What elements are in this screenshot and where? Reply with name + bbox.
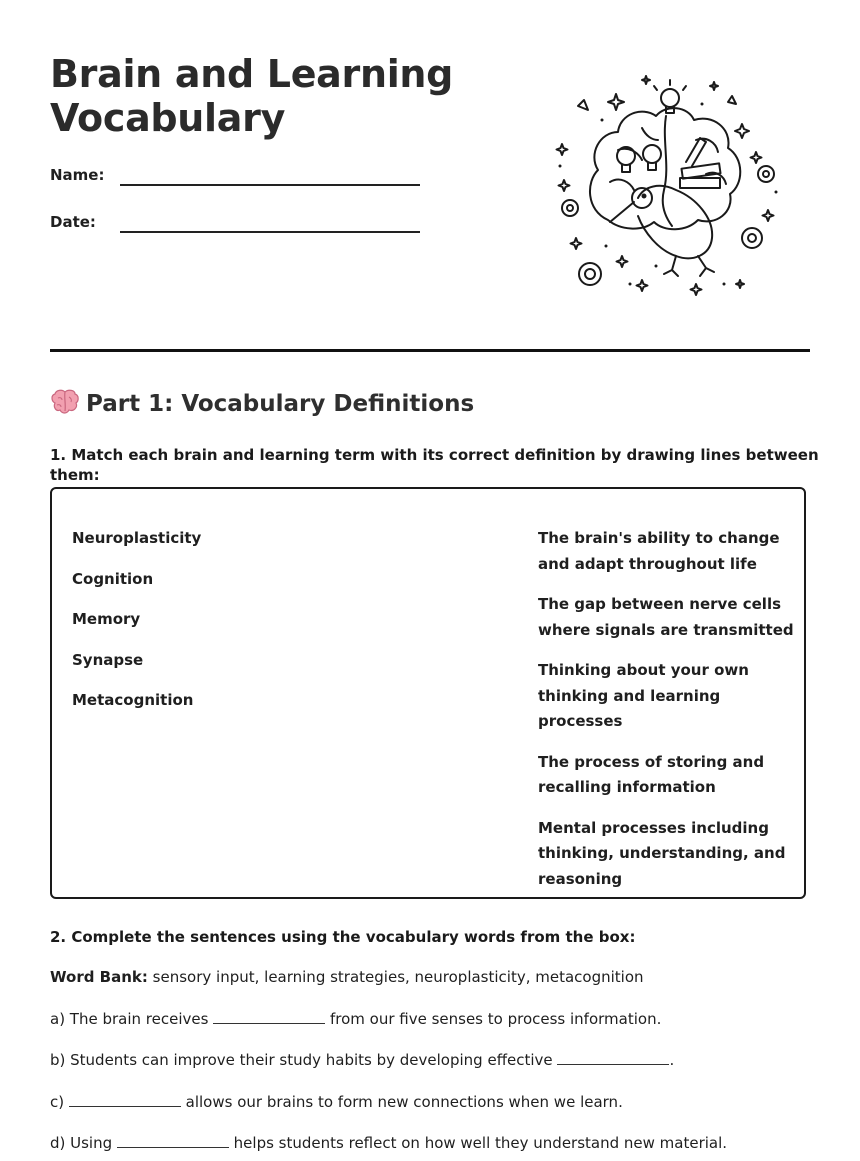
definition-item: Thinking about your own thinking and learning processes <box>538 661 749 730</box>
sentence-text: helps students reflect on how well they understand new material. <box>228 1134 728 1152</box>
name-line[interactable] <box>120 184 420 186</box>
term-item: Synapse <box>72 650 144 669</box>
sentence-text: b) Students can improve their study habits by developing effective <box>50 1051 558 1069</box>
question-2-text: 2. Complete the sentences using the vocabulary words from the box: <box>50 928 636 946</box>
sentence-b <box>50 1050 674 1070</box>
name-field <box>50 166 420 190</box>
term-item: Memory <box>72 610 141 628</box>
term-item: Cognition <box>72 569 154 588</box>
definition-item: Mental processes including thinking, understanding, and reasoning <box>538 818 786 888</box>
sentence-text: from our five senses to process information. <box>325 1010 662 1028</box>
date-field <box>50 213 420 237</box>
term-item: Neuroplasticity <box>72 529 202 547</box>
part1-heading <box>50 388 474 420</box>
matching-box <box>50 487 806 899</box>
worksheet-title: Brain and Learning Vocabulary <box>50 52 454 140</box>
sentence-text: d) Using <box>50 1134 117 1152</box>
sentence-a <box>50 1009 661 1029</box>
question-1-text: 1. Match each brain and learning term with its correct definition by drawing lines between them: <box>50 446 819 484</box>
header-divider <box>50 349 810 352</box>
term-item: Metacognition <box>72 691 194 709</box>
definition-item: The process of storing and recalling information <box>538 752 765 796</box>
definition-item: The gap between nerve cells where signals are transmitted <box>538 595 794 639</box>
word-bank-label: Word Bank: <box>50 968 148 986</box>
sentence-text: a) The brain receives <box>50 1010 214 1028</box>
sentence-d <box>50 1133 727 1153</box>
sentence-text: c) <box>50 1093 69 1111</box>
date-line[interactable] <box>120 231 420 233</box>
brain-emoji-icon <box>50 389 80 415</box>
word-bank <box>50 967 644 987</box>
brain-kiwi-illustration-icon <box>546 70 786 302</box>
date-label: Date: <box>50 213 96 231</box>
fill-in-blank[interactable] <box>557 1050 669 1065</box>
fill-in-blank[interactable] <box>69 1092 181 1107</box>
fill-in-blank[interactable] <box>117 1133 229 1148</box>
definitions-list <box>538 526 794 907</box>
sentence-c <box>50 1092 623 1112</box>
fill-in-blank[interactable] <box>213 1009 325 1024</box>
part1-heading-text: Part 1: Vocabulary Definitions <box>86 391 475 417</box>
sentence-text: allows our brains to form new connections when we learn. <box>180 1093 623 1111</box>
definition-item: The brain's ability to change and adapt throughout life <box>538 529 780 573</box>
sentence-text: . <box>669 1051 675 1069</box>
word-bank-words: sensory input, learning strategies, neuroplasticity, metacognition <box>152 968 644 986</box>
name-label: Name: <box>50 166 105 184</box>
terms-list <box>72 527 201 730</box>
